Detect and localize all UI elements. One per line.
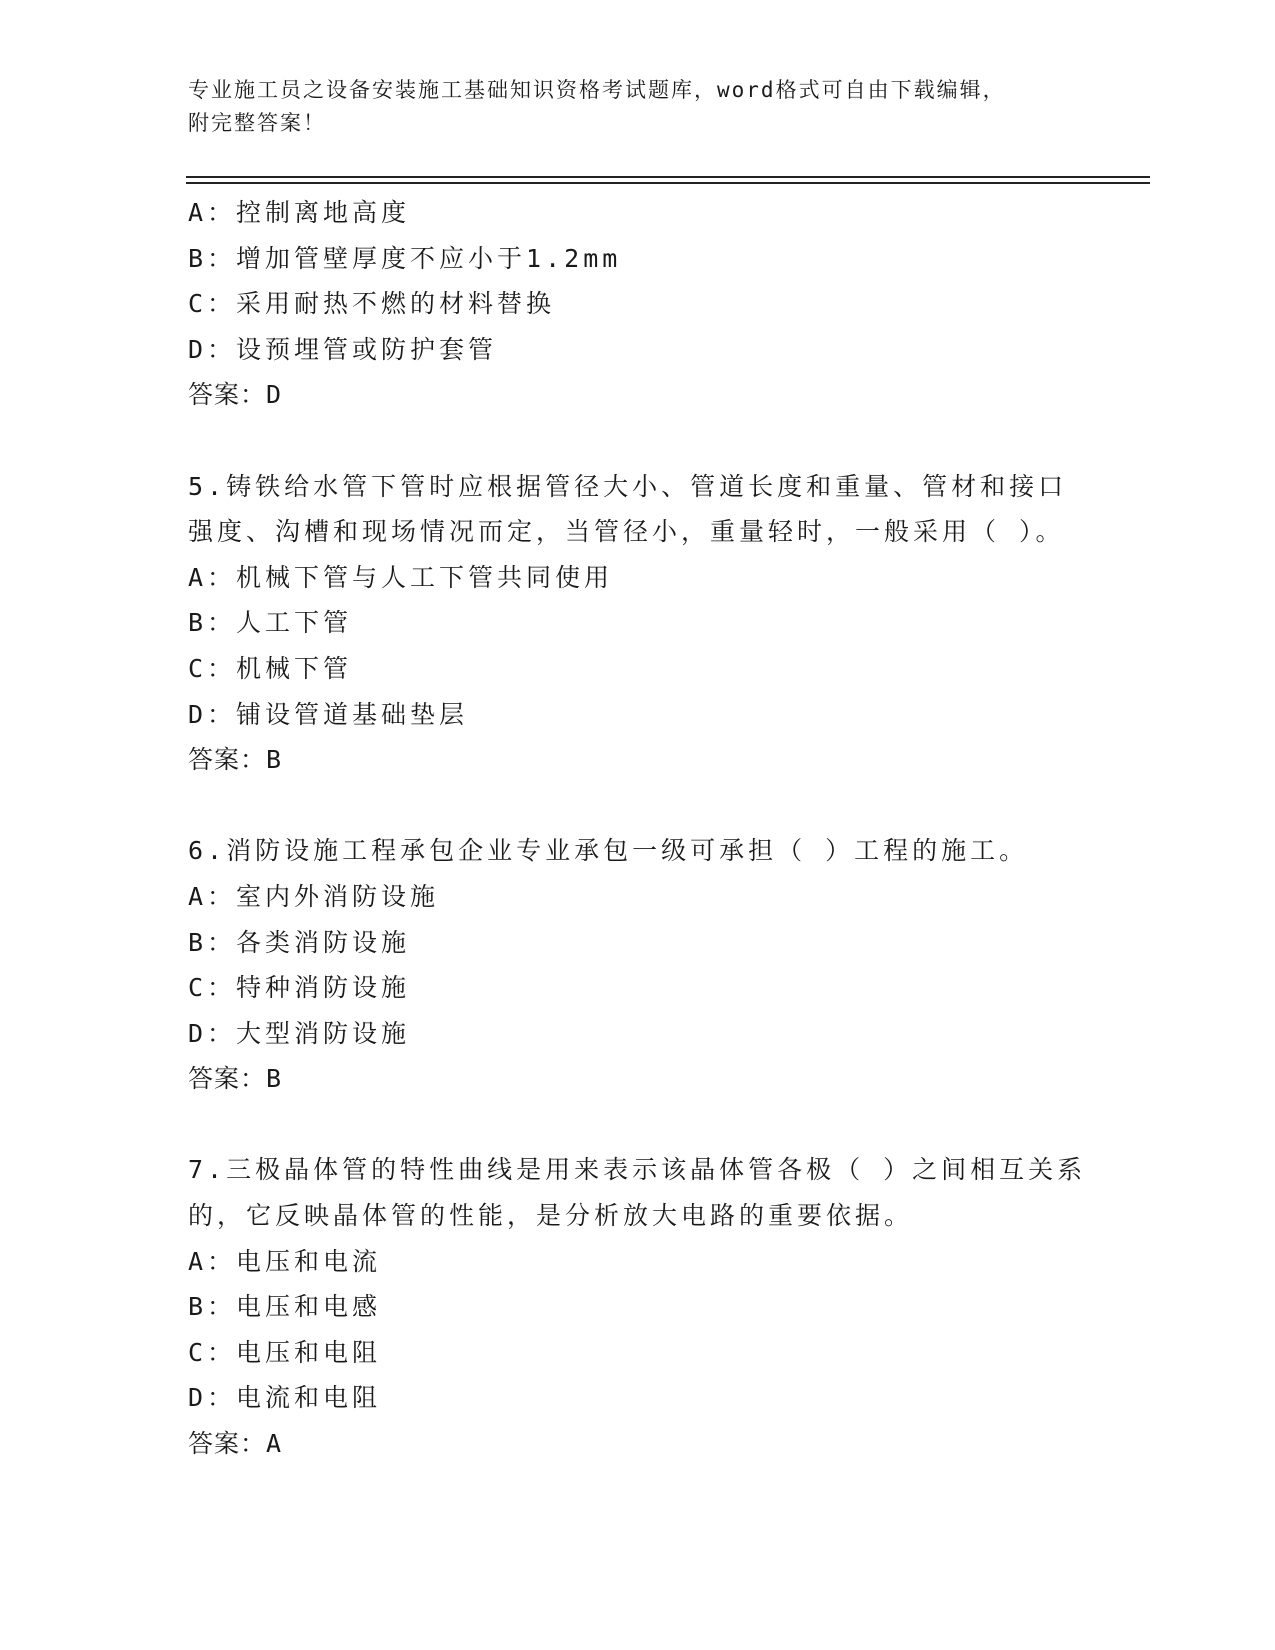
option-b: B：增加管壁厚度不应小于1.2mm	[188, 243, 622, 273]
option-d: D：大型消防设施	[188, 1018, 411, 1048]
spacer	[188, 1102, 1088, 1148]
option-c: C：采用耐热不燃的材料替换	[188, 289, 556, 319]
option-c: C：特种消防设施	[188, 973, 411, 1003]
spacer	[188, 418, 1088, 464]
header-line-1: 专业施工员之设备安装施工基础知识资格考试题库，word格式可自由下载编辑，	[188, 78, 1006, 102]
question-5	[188, 464, 1088, 783]
question-4	[188, 190, 1088, 418]
option-c: C：机械下管	[188, 653, 353, 683]
option-d: D：电流和电阻	[188, 1383, 382, 1413]
answer: 答案：A	[188, 1429, 283, 1459]
option-a: A：控制离地高度	[188, 198, 411, 227]
question-text-line-1: 7.三极晶体管的特性曲线是用来表示该晶体管各极（ ）之间相互关系	[188, 1155, 1087, 1185]
header-line-2: 附完整答案！	[188, 111, 326, 135]
option-a: A：机械下管与人工下管共同使用	[188, 562, 614, 592]
header-divider-bottom	[186, 182, 1150, 184]
option-b: B：电压和电感	[188, 1292, 382, 1322]
question-text-line-2: 强度、沟槽和现场情况而定，当管径小，重量轻时，一般采用（ ）。	[188, 517, 1065, 547]
option-c: C：电压和电阻	[188, 1337, 382, 1367]
question-text-line-1: 5.铸铁给水管下管时应根据管径大小、管道长度和重量、管材和接口	[188, 471, 1068, 501]
answer: 答案：B	[188, 745, 283, 775]
header-divider-top	[186, 176, 1150, 178]
option-b: B：各类消防设施	[188, 927, 411, 957]
document-header	[188, 74, 1088, 140]
answer: 答案：B	[188, 1064, 283, 1094]
option-d: D：铺设管道基础垫层	[188, 699, 469, 729]
question-text-line-1: 6.消防设施工程承包企业专业承包一级可承担（ ）工程的施工。	[188, 836, 1029, 866]
option-a: A：室内外消防设施	[188, 881, 440, 911]
question-7	[188, 1147, 1088, 1466]
answer: 答案：D	[188, 380, 283, 410]
question-list	[188, 190, 1088, 1467]
option-a: A：电压和电流	[188, 1246, 382, 1276]
option-d: D：设预埋管或防护套管	[188, 334, 498, 364]
question-6	[188, 828, 1088, 1102]
option-b: B：人工下管	[188, 608, 353, 638]
spacer	[188, 783, 1088, 829]
question-text-line-2: 的，它反映晶体管的性能，是分析放大电路的重要依据。	[188, 1201, 914, 1231]
